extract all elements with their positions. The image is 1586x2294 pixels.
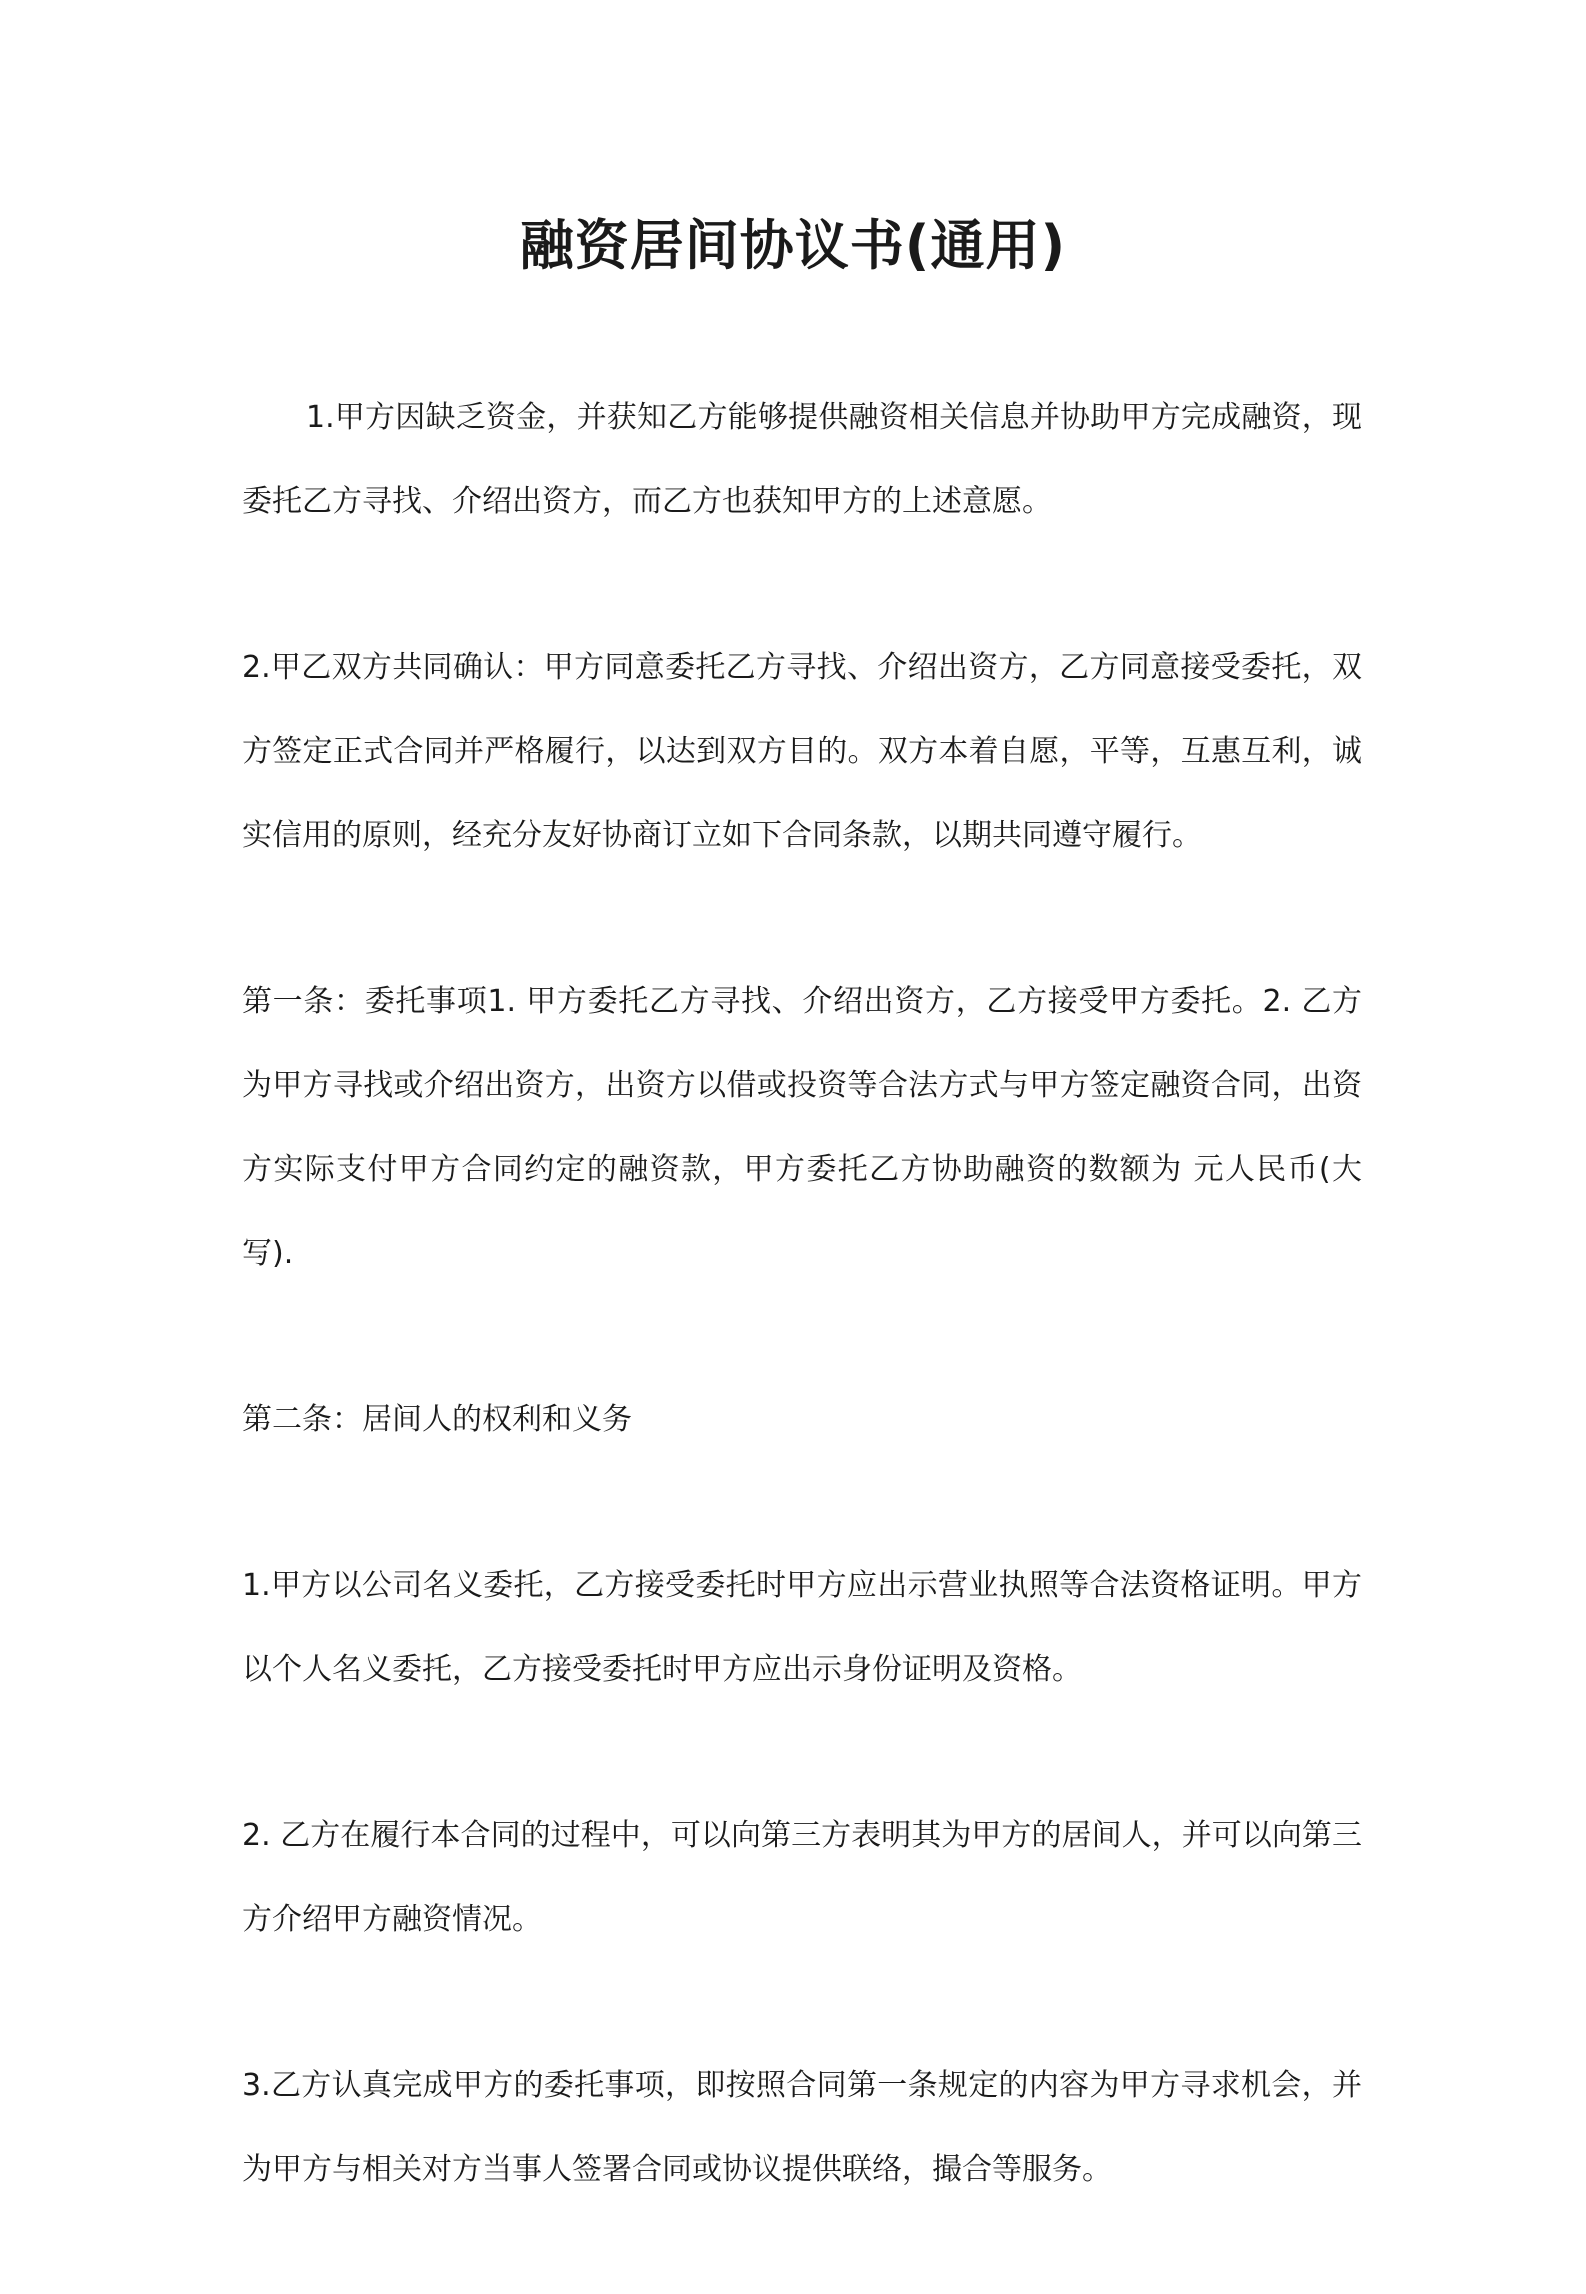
document-title: 融资居间协议书(通用)	[519, 214, 1067, 277]
paragraph-article-2-heading: 第二条：居间人的权利和义务	[242, 1402, 632, 1437]
paragraph-article-2-item-2: 2. 乙方在履行本合同的过程中，可以向第三方表明其为甲方的居间人，并可以向第三方介绍甲方融资情况。	[242, 1818, 1362, 1937]
paragraph-2: 2.甲乙双方共同确认：甲方同意委托乙方寻找、介绍出资方，乙方同意接受委托，双方签定正式合同并严格履行，以达到双方目的。双方本着自愿，平等，互惠互利，诚实信用的原则，经充分友好协商订立如下合同条款，以期共同遵守履行。	[242, 650, 1362, 853]
paragraph-article-1: 第一条：委托事项1. 甲方委托乙方寻找、介绍出资方，乙方接受甲方委托。2. 乙方为甲方寻找或介绍出资方，出资方以借或投资等合法方式与甲方签定融资合同，出资方实际支付甲方合同约定的融资款，甲方委托乙方协助融资的数额为 元人民币(大写).	[242, 984, 1362, 1271]
paragraph-article-2-item-1: 1.甲方以公司名义委托，乙方接受委托时甲方应出示营业执照等合法资格证明。甲方以个人名义委托，乙方接受委托时甲方应出示身份证明及资格。	[242, 1568, 1362, 1687]
paragraph-article-2-item-3: 3.乙方认真完成甲方的委托事项，即按照合同第一条规定的内容为甲方寻求机会，并为甲方与相关对方当事人签署合同或协议提供联络，撮合等服务。	[242, 2068, 1362, 2187]
document-body	[242, 376, 1362, 2294]
paragraph-1: 1.甲方因缺乏资金，并获知乙方能够提供融资相关信息并协助甲方完成融资，现委托乙方寻找、介绍出资方，而乙方也获知甲方的上述意愿。	[242, 400, 1362, 519]
